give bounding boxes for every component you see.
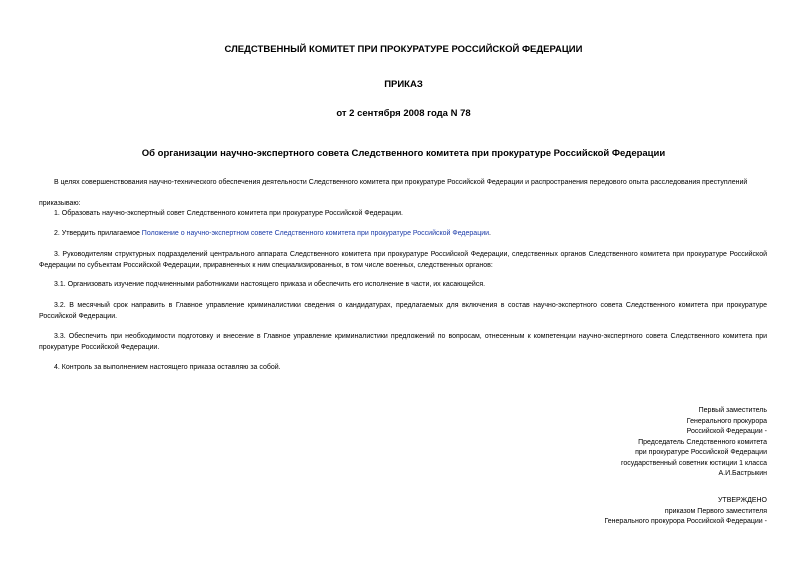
item-3-2-paragraph: 3.2. В месячный срок направить в Главное управление криминалистики сведения о кандидатурах, предлагаемых для включения в состав научно-экспертного совета Следственного комитета при прокуратуре Российской Федерации. bbox=[39, 302, 767, 320]
item-3-3-paragraph: 3.3. Обеспечить при необходимости подготовку и внесение в Главное управление криминалистики предложений по вопросам, отнесенным к компетенции научно-экспертного совета Следственного комитета при прокуратуре Российской Федерации. bbox=[39, 333, 767, 351]
item-1-paragraph: 1. Образовать научно-экспертный совет Следственного комитета при прокуратуре Российской Федерации. bbox=[54, 210, 403, 217]
document-title: Об организации научно-экспертного совета Следственного комитета при прокуратуре Российской Федерации bbox=[141, 148, 666, 159]
item-2-paragraph bbox=[39, 229, 767, 240]
preamble-paragraph: В целях совершенствования научно-технического обеспечения деятельности Следственного комитета при прокуратуре Российской Федерации и распространения передового опыта расследования преступлений bbox=[54, 179, 748, 186]
item-3-paragraph: 3. Руководителям структурных подразделений центрального аппарата Следственного комитета при прокуратуре Российской Федерации, следственных органов Следственного комитета при прокуратуре Российской Федерации по субъектам Российской Федерации, приравненных к ним специализированных, в том числе военных, следственных органов: bbox=[39, 251, 767, 269]
document-type-heading: ПРИКАЗ bbox=[384, 79, 423, 90]
item-4-paragraph: 4. Контроль за выполнением настоящего приказа оставляю за собой. bbox=[54, 364, 281, 371]
regulation-link[interactable]: Положение о научно-экспертном совете Следственного комитета при прокуратуре Российской Федерации bbox=[141, 230, 490, 237]
signature-line: государственный советник юстиции 1 класса bbox=[620, 459, 767, 467]
approval-line: Генерального прокурора Российской Федерации - bbox=[604, 518, 767, 525]
signature-block bbox=[467, 406, 767, 480]
order-word: приказываю: bbox=[39, 200, 81, 207]
signature-line: при прокуратуре Российской Федерации bbox=[635, 449, 767, 456]
signature-line: Генерального прокурора bbox=[686, 417, 767, 425]
organization-heading: СЛЕДСТВЕННЫЙ КОМИТЕТ ПРИ ПРОКУРАТУРЕ РОССИЙСКОЙ ФЕДЕРАЦИИ bbox=[224, 44, 583, 55]
approval-line: приказом Первого заместителя bbox=[664, 507, 767, 515]
approval-block bbox=[467, 496, 767, 528]
item-3-1-paragraph: 3.1. Организовать изучение подчиненными работниками настоящего приказа и обеспечить его исполнение в части, их касающейся. bbox=[54, 281, 486, 288]
signature-line: Первый заместитель bbox=[698, 407, 767, 414]
signature-line: Председатель Следственного комитета bbox=[638, 438, 767, 446]
signature-line: Российской Федерации - bbox=[686, 428, 767, 435]
item-2-suffix: . bbox=[489, 230, 491, 237]
item-2-prefix: 2. Утвердить прилагаемое bbox=[54, 230, 142, 237]
signatory-name: А.И.Бастрыкин bbox=[718, 470, 767, 477]
date-number-heading: от 2 сентября 2008 года N 78 bbox=[336, 108, 471, 119]
approval-line: УТВЕРЖДЕНО bbox=[717, 497, 767, 504]
